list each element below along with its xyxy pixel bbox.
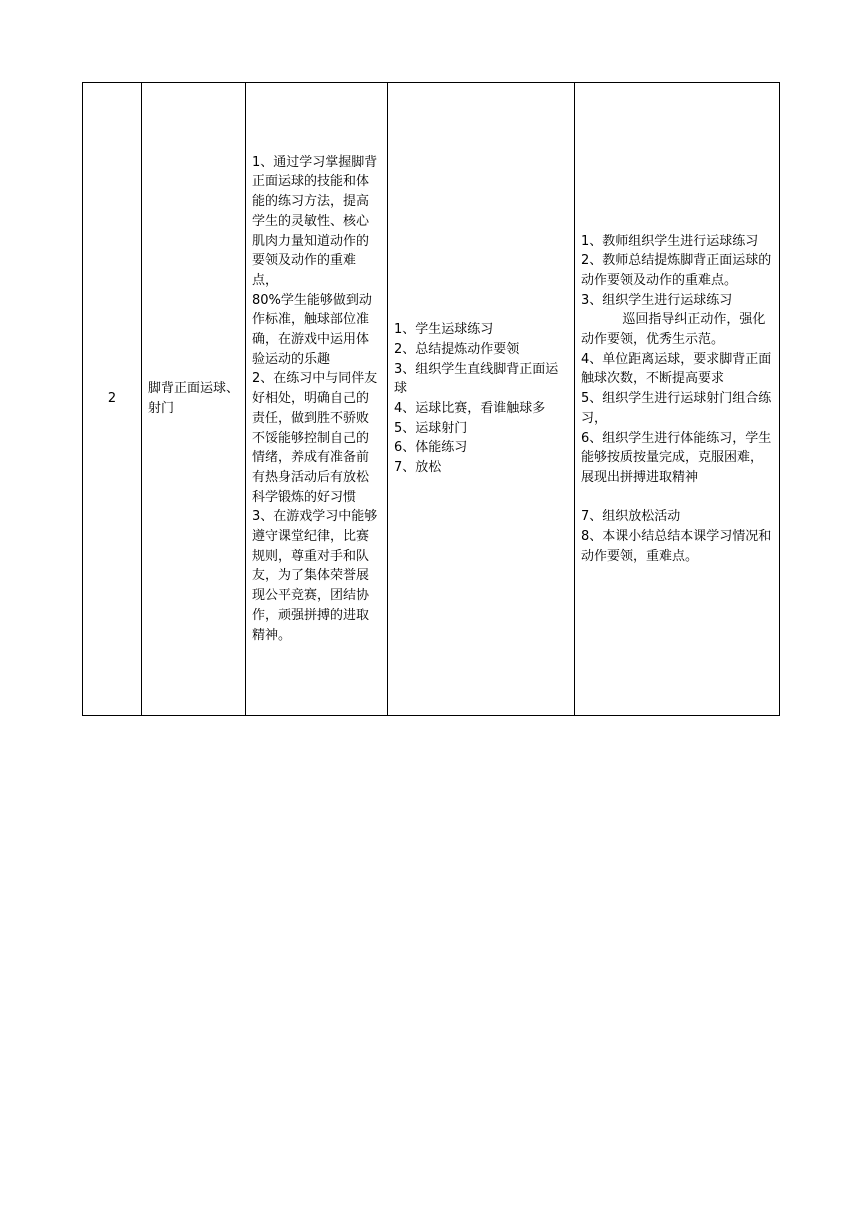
goal-item: 1、通过学习掌握脚背正面运球的技能和体能的练习方法，提高学生的灵敏性、核心肌肉力量知道动作的要领及动作的重难点，: [252, 154, 378, 288]
lesson-number: 2: [107, 391, 117, 407]
content-item: 1、学生运球练习: [394, 322, 494, 338]
table-row: [83, 83, 780, 716]
content-item: 2、总结提炼动作要领: [394, 341, 520, 357]
method-item: 1、教师组织学生进行运球练习: [581, 233, 759, 249]
lesson-topic: 脚背正面运球、射门: [148, 381, 240, 416]
lesson-number-cell: [83, 83, 142, 716]
method-item: 7、组织放松活动: [581, 509, 681, 525]
content-item: 3、组织学生直线脚背正面运球: [394, 361, 559, 397]
method-item: 3、组织学生进行运球练习: [581, 292, 733, 308]
lesson-topic-cell: [142, 83, 246, 716]
lesson-goals-cell: [246, 83, 388, 716]
goal-item: 2、在练习中与同伴友好相处，明确自己的责任，做到胜不骄败不馁能够控制自己的情绪，养成有准备前有热身活动后有放松科学锻炼的好习惯: [252, 371, 378, 505]
method-item: 6、组织学生进行体能练习，学生能够按质按量完成，克服困难，展现出拼搏进取精神: [581, 430, 772, 485]
content-item: 5、运球射门: [394, 420, 468, 436]
lesson-plan-table: [82, 82, 780, 716]
content-item: 7、放松: [394, 460, 442, 476]
lesson-content-cell: [388, 83, 575, 716]
teaching-methods-cell: [575, 83, 780, 716]
goal-item: 80%学生能够做到动作标准，触球部位准确，在游戏中运用体验运动的乐趣: [252, 292, 372, 367]
content-item: 4、运球比赛，看谁触球多: [394, 401, 546, 416]
goal-item: 3、在游戏学习中能够遵守课堂纪律，比赛规则，尊重对手和队友，为了集体荣誉展现公平竞赛，团结协作，顽强拼搏的进取精神。: [252, 509, 378, 643]
method-item: 5、组织学生进行运球射门组合练习，: [581, 391, 772, 426]
method-item: 2、教师总结提炼脚背正面运球的动作要领及动作的重难点。: [581, 253, 772, 288]
method-item: [581, 488, 773, 508]
method-item: 8、本课小结总结本课学习情况和动作要领，重难点。: [581, 529, 772, 564]
method-item: 4、单位距离运球，要求脚背正面触球次数，不断提高要求: [581, 351, 772, 387]
method-item: 巡回指导纠正动作，强化动作要领，优秀生示范。: [581, 312, 766, 348]
content-item: 6、体能练习: [394, 440, 468, 456]
